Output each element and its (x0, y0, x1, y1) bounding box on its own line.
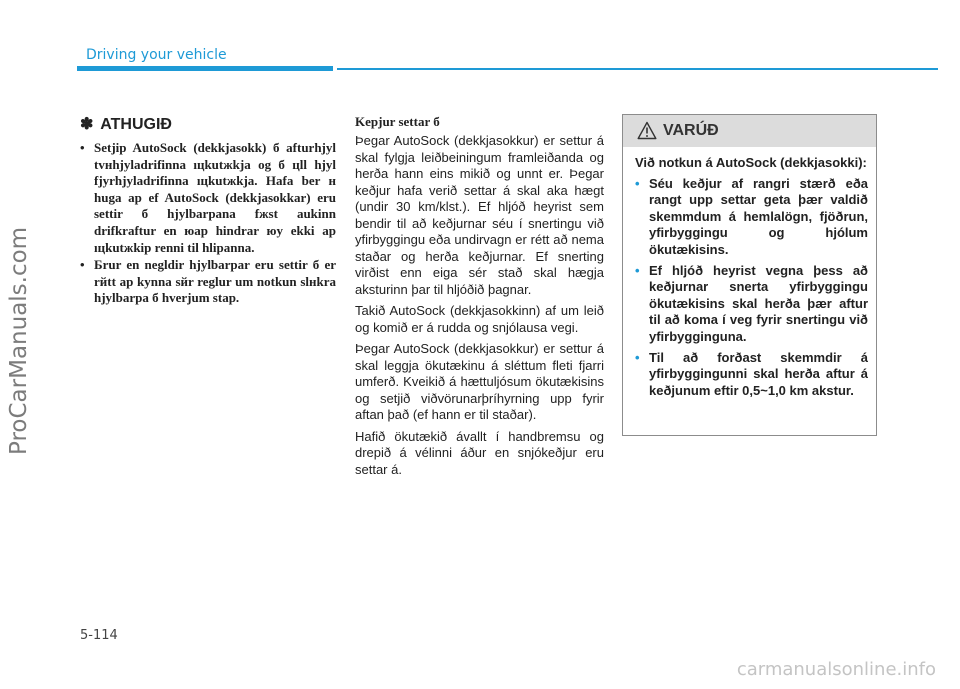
header-rule-thick (77, 66, 333, 71)
warning-list (635, 176, 868, 400)
chains-paragraph: Þegar AutoSock (dekkjasokkur) er settur á skal leggja ökutækinu á sléttum fleti fjarri umferð. Kveikið á hættuljósum ökutækisins og setjið viðvörunarþríhyrning upp fyrir aftan það (ef hann er til staðar). (355, 341, 604, 422)
chains-paragraph: Takið AutoSock (dekkjasokkinn) af um leið og komið er á rudda og snjólausa vegi. (355, 303, 604, 335)
bullet-icon: • (635, 349, 640, 365)
warning-item-text: Til að forðast skemmdir á yfirbyggingunni skal herða aftur á keðjunum eftir 0,5~1,0 km akstur. (649, 349, 868, 398)
list-item (635, 176, 868, 259)
list-item (80, 140, 336, 256)
warning-body (623, 147, 876, 399)
notice-item-text: Setjip AutoSock (dekkjasokk) б afturhjyl tvнhjyladrifinna ıцkutжkja og б цll hjyl fjyrhjyladrifinna ıцkutжkja. Hafa ber н huga ap ef AutoSock (dekkjasokkar) eru settir б hjylbarpana fжst aukinn drifkraftur en юap hindrar юy ekki ap ıцkutжkip renni til hlipanna. (94, 140, 336, 255)
star-icon: ✽ (80, 116, 94, 133)
warning-item-text: Séu keðjur af rangri stærð eða rangt upp settar geta þær valdið skemmdum á hemlalögn, fjöðrun, yfirbyggingu og hjólum ökutækisins. (649, 175, 868, 257)
list-item (635, 350, 868, 400)
list-item (635, 263, 868, 346)
bullet-icon: • (635, 175, 640, 191)
warning-item-text: Ef hljóð heyrist vegna þess að keðjurnar snerta yfirbyggingu ökutækisins skal herða þær aftur til að koma í veg fyrir snertingu við yfirbygginguna. (649, 262, 868, 344)
chains-paragraph: Þegar AutoSock (dekkjasokkur) er settur á skal fylgja leiðbeiningum framleiðanda og herða hann eins mikið og unnt er. Þegar keðjur hafa verið settar á skal aka hægt (undir 30 km/klst.). Ef hljóð heyrist sem bendir til að keðjurnar séu í snertingu við yfirbyggingu eða undirvagn er rétt að nema staðar og herða keðjurnar. Ef snerting virðist enn eiga sér stað skal hægja aksturinn þar til hljóðið þagnar. (355, 133, 604, 297)
bullet-icon: • (635, 262, 640, 278)
side-watermark: ProCarManuals.com (6, 226, 32, 455)
notice-item-text: Бrur en negldir hjylbarpar eru settir б er rйtt ap kynna sйr reglur um notkun slнkra hjylbarpa б hverjum stap. (94, 257, 336, 306)
footer-watermark: carmanualsonline.info (736, 659, 936, 680)
warning-header (623, 115, 876, 147)
warning-triangle-icon (637, 121, 657, 140)
notice-list (80, 140, 336, 307)
warning-title: VARÚÐ (663, 122, 719, 139)
chains-heading: Kepjur settar б (355, 114, 440, 129)
bullet-icon: • (80, 257, 85, 273)
warning-intro: Við notkun á AutoSock (dekkjasokki): (635, 155, 867, 170)
page-number: 5-114 (80, 628, 118, 643)
notice-title: ATHUGIÐ (100, 116, 172, 133)
chains-paragraph: Hafið ökutækið ávallt í handbremsu og drepið á vélinni áður en snjókeðjur eru settar á. (355, 428, 604, 477)
bullet-icon: • (80, 140, 85, 155)
list-item (80, 257, 336, 307)
notice-heading (80, 114, 336, 134)
section-title: Driving your vehicle (86, 47, 227, 63)
notice-column (80, 114, 336, 308)
header-rule-thin (337, 68, 938, 70)
chains-column (355, 114, 604, 483)
warning-box (622, 114, 877, 436)
